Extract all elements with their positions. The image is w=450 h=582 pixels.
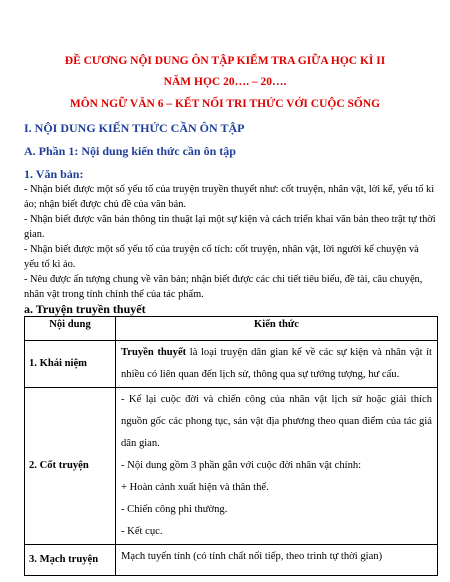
row-label: 2. Cốt truyện bbox=[25, 388, 116, 545]
section-heading: I. NỘI DUNG KIẾN THỨC CẦN ÔN TẬP bbox=[24, 121, 245, 135]
row-label: 3. Mạch truyện bbox=[25, 545, 116, 576]
bullet-item: - Nhận biết được văn bản thông tin thuật lại một sự kiện và cách triển khai văn bản theo trật tự thời gian. bbox=[24, 214, 436, 240]
part-heading: A. Phần 1: Nội dung kiến thức cần ôn tập bbox=[24, 144, 236, 158]
content-line: - Chiến công phi thường. bbox=[121, 504, 228, 515]
bullet-item: - Nêu được ấn tượng chung về văn bản; nhận biết được các chi tiết tiêu biểu, đề tài, câu chuyện, nhân vật trong tính chỉnh thể của tác phẩm. bbox=[24, 274, 423, 300]
column-header: Nội dung bbox=[25, 317, 116, 341]
row-label: 1. Khái niệm bbox=[25, 341, 116, 388]
table-row bbox=[25, 388, 438, 545]
definition-text: là loại truyện dân gian kể về các sự kiện và nhân vật ít nhiều có liên quan đến lịch sử, thông qua sự tưởng tượng, hư cấu. bbox=[121, 347, 432, 380]
table-row bbox=[25, 545, 438, 576]
content-line: - Nội dung gồm 3 phần gắn với cuộc đời nhân vật chính: bbox=[121, 460, 362, 471]
subheading-legend: a. Truyện truyền thuyết bbox=[24, 302, 146, 316]
subsection-heading: 1. Văn bản: bbox=[24, 167, 84, 181]
bullet-item: - Nhận biết được một số yếu tố của truyện cổ tích: cốt truyện, nhân vật, lời người kể chuyện và yếu tố kì ảo. bbox=[24, 244, 419, 270]
row-content bbox=[116, 388, 438, 545]
row-content: Mạch tuyến tính (có tính chất nối tiếp, theo trình tự thời gian) bbox=[116, 545, 438, 576]
subject-title: MÔN NGỮ VĂN 6 – KẾT NỐI TRI THỨC VỚI CUỘC SỐNG bbox=[69, 98, 381, 110]
table-header-row bbox=[25, 317, 438, 341]
row-content bbox=[116, 341, 438, 388]
school-year: NĂM HỌC 20…. – 20…. bbox=[163, 76, 287, 88]
bullet-item: - Nhận biết được một số yếu tố của truyện truyền thuyết như: cốt truyện, nhân vật, lời kể, yếu tố kì ảo; nhận biết được chủ đề của văn bản. bbox=[24, 184, 435, 210]
column-header: Kiến thức bbox=[116, 317, 438, 341]
bold-term: Truyền thuyết bbox=[121, 347, 187, 358]
content-line: - Kết cục. bbox=[121, 526, 163, 537]
table-row bbox=[25, 341, 438, 388]
document-title: ĐỀ CƯƠNG NỘI DUNG ÔN TẬP KIỂM TRA GIỮA HỌC KÌ II bbox=[64, 55, 386, 67]
knowledge-table bbox=[24, 316, 438, 576]
content-line: + Hoàn cảnh xuất hiện và thân thế. bbox=[121, 482, 269, 493]
content-line: - Kể lại cuộc đời và chiến công của nhân vật lịch sử hoặc giải thích nguồn gốc các phong tục, sản vật địa phương theo quan điểm của tác giả dân gian. bbox=[121, 394, 432, 449]
